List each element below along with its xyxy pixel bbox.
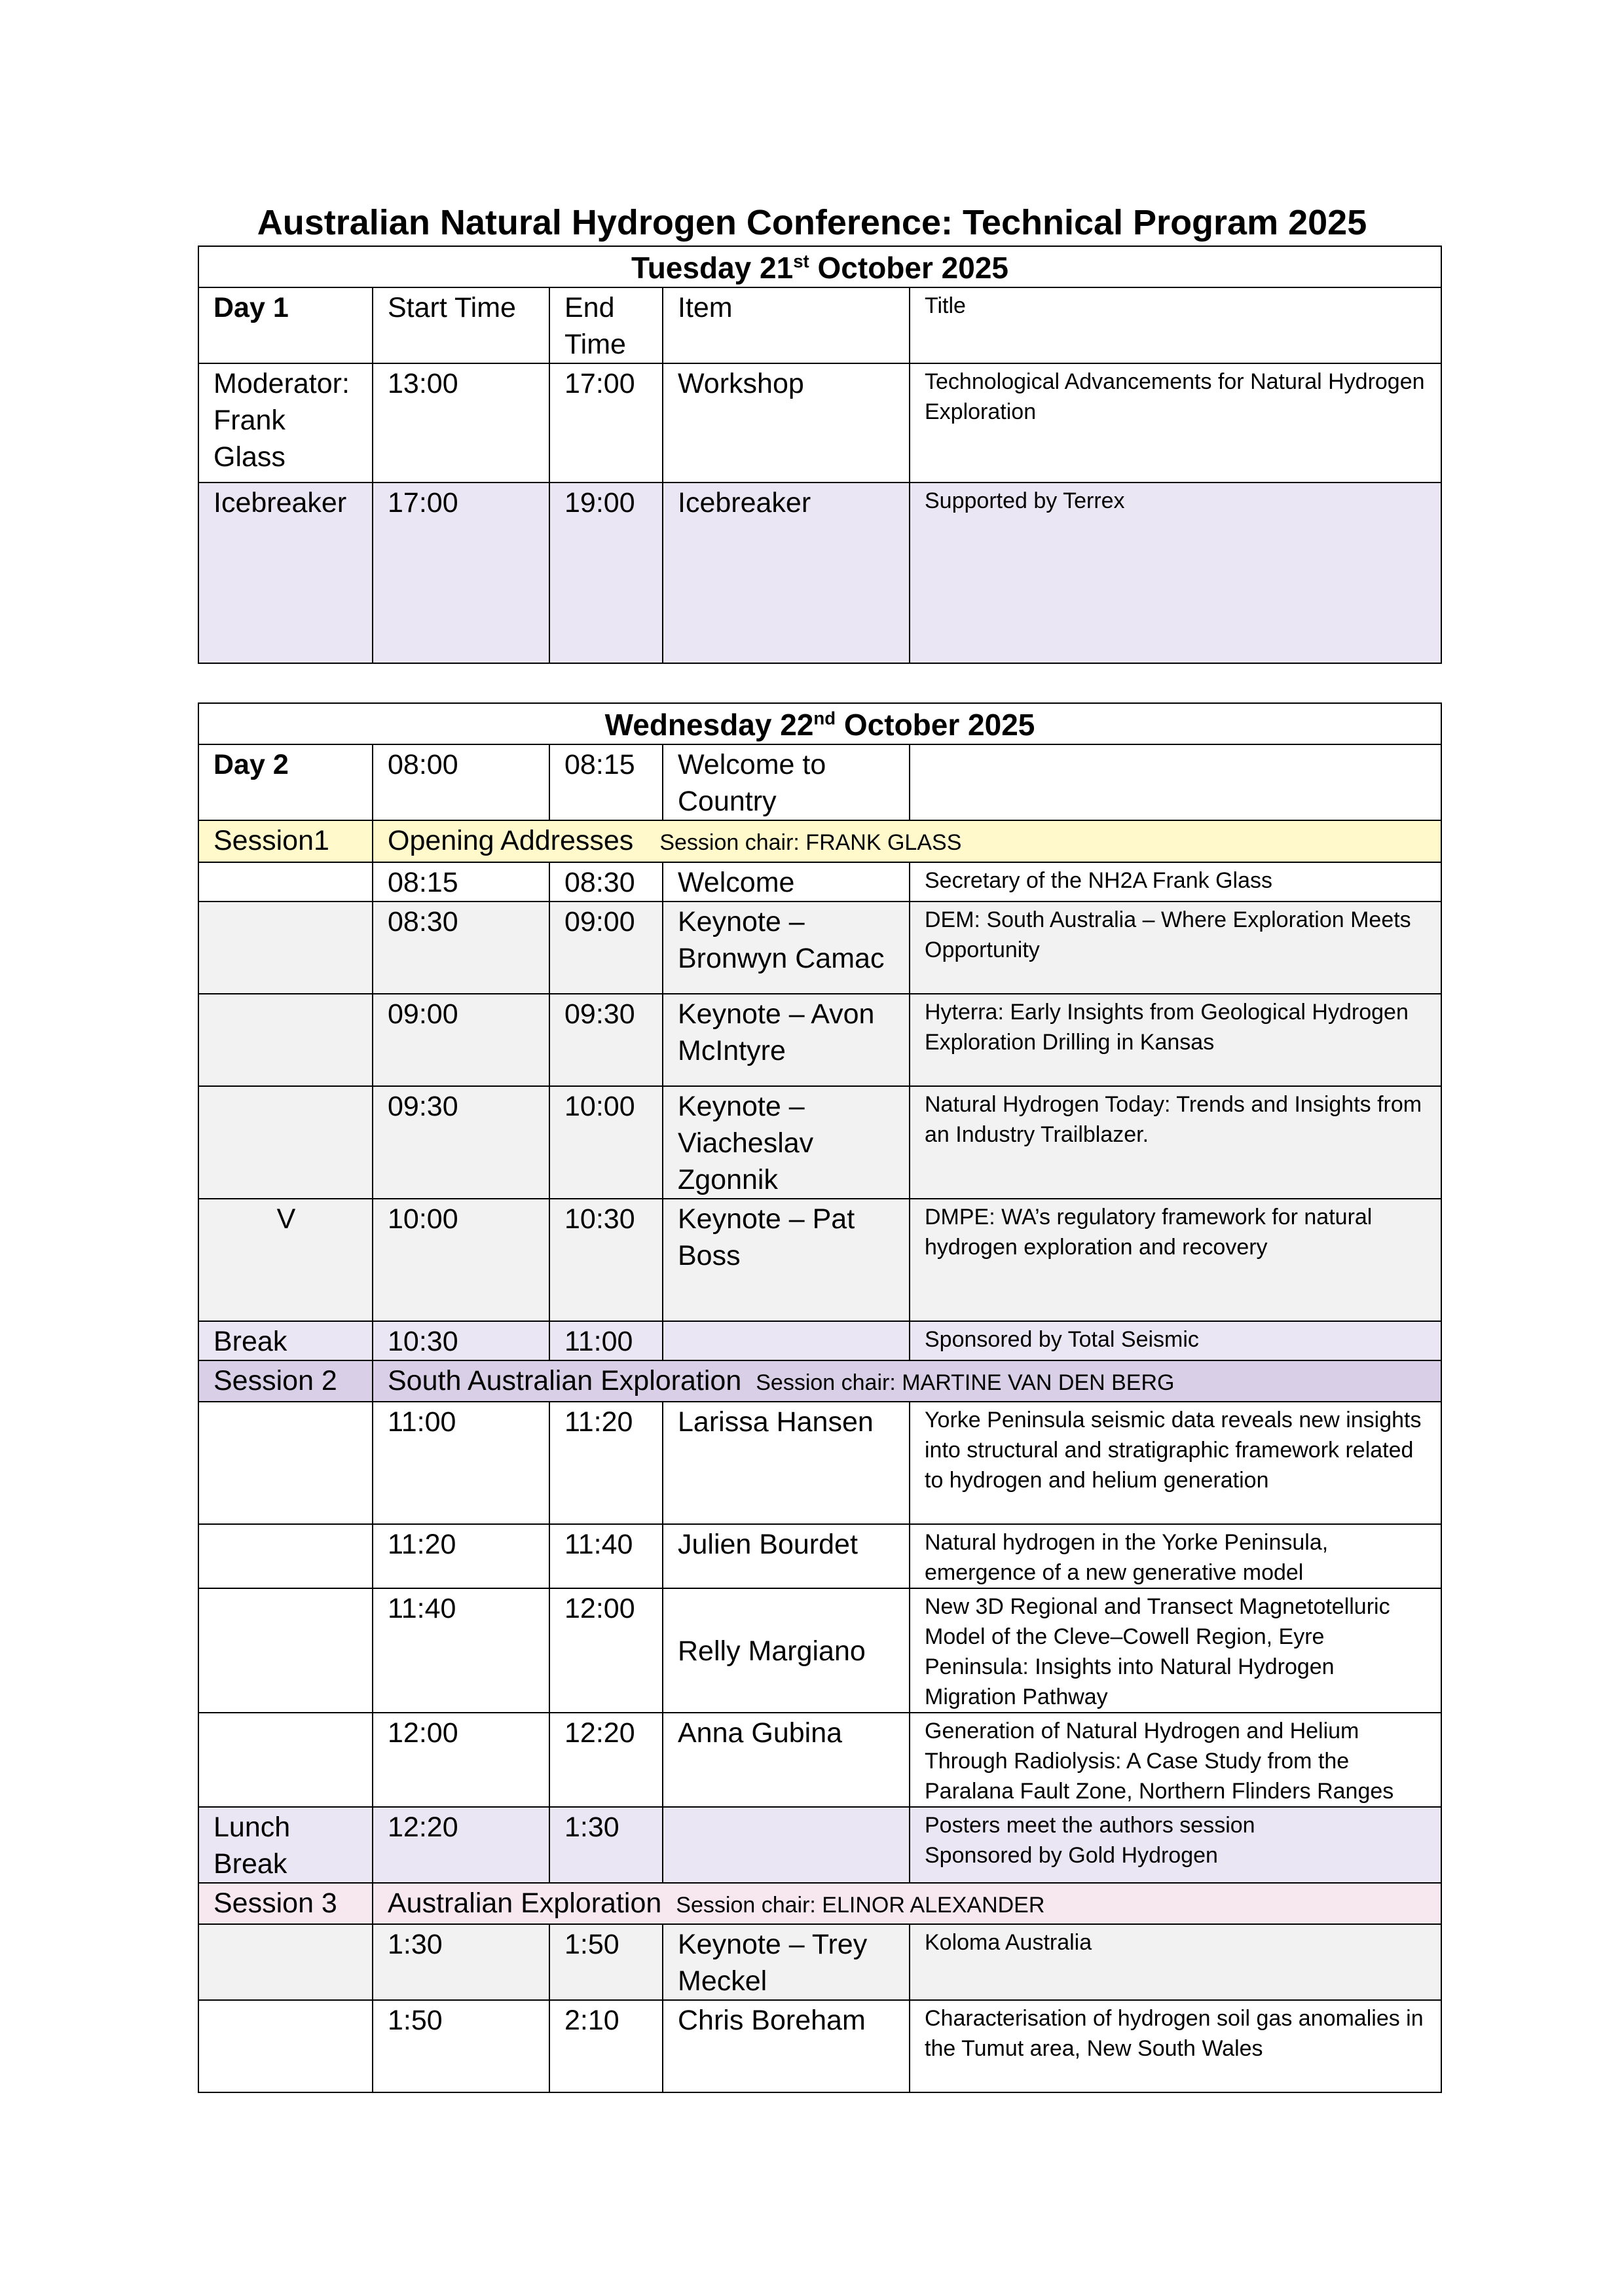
table-row <box>198 994 1441 1086</box>
title: Sponsored by Total Seismic <box>910 1321 1441 1360</box>
row-label <box>198 902 373 994</box>
day2-date-header: Wednesday 22nd October 2025 <box>198 703 1441 744</box>
table-row <box>198 902 1441 994</box>
table-row <box>198 744 1441 820</box>
title: Natural hydrogen in the Yorke Peninsula, emergence of a new generative model <box>910 1524 1441 1588</box>
session-label: Session1 <box>198 820 373 862</box>
end-time: 12:00 <box>549 1588 663 1713</box>
session-row <box>198 1883 1441 1924</box>
end-time: 10:30 <box>549 1199 663 1321</box>
table-row <box>198 483 1441 663</box>
item: Keynote – Avon McIntyre <box>663 994 910 1086</box>
end-time: 10:00 <box>549 1086 663 1199</box>
item: Chris Boreham <box>663 2000 910 2092</box>
title-line: Sponsored by Gold Hydrogen <box>925 1843 1218 1868</box>
session-name: Australian Exploration <box>388 1887 662 1919</box>
title: Supported by Terrex <box>910 483 1441 663</box>
end-time: 17:00 <box>549 363 663 483</box>
row-label <box>198 1924 373 2000</box>
session-chair: Session chair: ELINOR ALEXANDER <box>676 1893 1045 1918</box>
item: Workshop <box>663 363 910 483</box>
session-chair: Session chair: FRANK GLASS <box>659 830 962 855</box>
title: DMPE: WA’s regulatory framework for natural hydrogen exploration and recovery <box>910 1199 1441 1321</box>
table-row <box>198 1713 1441 1807</box>
start-time: 09:30 <box>373 1086 549 1199</box>
start-time: 09:00 <box>373 994 549 1086</box>
title <box>910 1807 1441 1883</box>
start-time: 11:00 <box>373 1402 549 1524</box>
start-time: 12:00 <box>373 1713 549 1807</box>
item: Welcome <box>663 862 910 902</box>
title: DEM: South Australia – Where Exploration Meets Opportunity <box>910 902 1441 994</box>
start-time: 08:00 <box>373 744 549 820</box>
title <box>910 744 1441 820</box>
break-row <box>198 1321 1441 1360</box>
day1-label: Day 1 <box>198 287 373 363</box>
row-label <box>198 1588 373 1713</box>
end-time: 11:00 <box>549 1321 663 1360</box>
table-row <box>198 862 1441 902</box>
row-label <box>198 862 373 902</box>
title: Koloma Australia <box>910 1924 1441 2000</box>
title: Characterisation of hydrogen soil gas anomalies in the Tumut area, New South Wales <box>910 2000 1441 2092</box>
end-time: 12:20 <box>549 1713 663 1807</box>
row-label <box>198 994 373 1086</box>
end-time: 08:30 <box>549 862 663 902</box>
start-time: 13:00 <box>373 363 549 483</box>
row-label <box>198 2000 373 2092</box>
item: Icebreaker <box>663 483 910 663</box>
item: Julien Bourdet <box>663 1524 910 1588</box>
item: Anna Gubina <box>663 1713 910 1807</box>
day1-schedule-table <box>198 246 1442 664</box>
title: Hyterra: Early Insights from Geological Hydrogen Exploration Drilling in Kansas <box>910 994 1441 1086</box>
start-time-header: Start Time <box>373 287 549 363</box>
row-label: Icebreaker <box>198 483 373 663</box>
end-time-header: End Time <box>549 287 663 363</box>
row-label <box>198 1713 373 1807</box>
start-time: 1:30 <box>373 1924 549 2000</box>
start-time: 10:30 <box>373 1321 549 1360</box>
row-label <box>198 1086 373 1199</box>
session-title-cell <box>373 820 1441 862</box>
title: Technological Advancements for Natural Hydrogen Exploration <box>910 363 1441 483</box>
start-time: 11:20 <box>373 1524 549 1588</box>
session-title-cell <box>373 1360 1441 1402</box>
row-label <box>198 1524 373 1588</box>
session-chair: Session chair: MARTINE VAN DEN BERG <box>756 1370 1175 1395</box>
table-row <box>198 1199 1441 1321</box>
row-label: V <box>198 1199 373 1321</box>
table-row <box>198 2000 1441 2092</box>
row-label <box>198 1402 373 1524</box>
session-row <box>198 1360 1441 1402</box>
title-header: Title <box>910 287 1441 363</box>
title: New 3D Regional and Transect Magnetotelluric Model of the Cleve–Cowell Region, Eyre Peninsula: Insights into Natural Hydrogen Migration Pathway <box>910 1588 1441 1713</box>
end-time: 11:40 <box>549 1524 663 1588</box>
day1-column-header-row <box>198 287 1441 363</box>
item <box>663 1807 910 1883</box>
item-header: Item <box>663 287 910 363</box>
session-label: Session 2 <box>198 1360 373 1402</box>
session-row <box>198 820 1441 862</box>
table-row <box>198 1924 1441 2000</box>
row-label: Lunch Break <box>198 1807 373 1883</box>
start-time: 10:00 <box>373 1199 549 1321</box>
item: Keynote – Trey Meckel <box>663 1924 910 2000</box>
session-name: Opening Addresses <box>388 825 634 856</box>
end-time: 19:00 <box>549 483 663 663</box>
start-time: 1:50 <box>373 2000 549 2092</box>
item: Keynote – Bronwyn Camac <box>663 902 910 994</box>
table-row <box>198 1588 1441 1713</box>
title: Generation of Natural Hydrogen and Helium Through Radiolysis: A Case Study from the Paralana Fault Zone, Northern Flinders Ranges <box>910 1713 1441 1807</box>
day1-date-header: Tuesday 21st October 2025 <box>198 246 1441 287</box>
start-time: 12:20 <box>373 1807 549 1883</box>
item: Keynote – Viacheslav Zgonnik <box>663 1086 910 1199</box>
start-time: 11:40 <box>373 1588 549 1713</box>
end-time: 09:30 <box>549 994 663 1086</box>
table-row <box>198 1086 1441 1199</box>
end-time: 1:30 <box>549 1807 663 1883</box>
table-row <box>198 363 1441 483</box>
end-time: 09:00 <box>549 902 663 994</box>
end-time: 11:20 <box>549 1402 663 1524</box>
end-time: 1:50 <box>549 1924 663 2000</box>
day2-label: Day 2 <box>198 744 373 820</box>
lunch-row <box>198 1807 1441 1883</box>
title: Yorke Peninsula seismic data reveals new insights into structural and stratigraphic framework related to hydrogen and helium generation <box>910 1402 1441 1524</box>
session-title-cell <box>373 1883 1441 1924</box>
start-time: 08:30 <box>373 902 549 994</box>
title: Natural Hydrogen Today: Trends and Insights from an Industry Trailblazer. <box>910 1086 1441 1199</box>
table-row <box>198 1524 1441 1588</box>
day2-schedule-table <box>198 702 1442 2093</box>
end-time: 2:10 <box>549 2000 663 2092</box>
session-label: Session 3 <box>198 1883 373 1924</box>
start-time: 08:15 <box>373 862 549 902</box>
item: Larissa Hansen <box>663 1402 910 1524</box>
row-label: Moderator: Frank Glass <box>198 363 373 483</box>
item: Relly Margiano <box>663 1588 910 1713</box>
session-name: South Australian Exploration <box>388 1365 742 1396</box>
item <box>663 1321 910 1360</box>
title-line: Posters meet the authors session <box>925 1813 1255 1838</box>
start-time: 17:00 <box>373 483 549 663</box>
row-label: Break <box>198 1321 373 1360</box>
item: Keynote – Pat Boss <box>663 1199 910 1321</box>
item: Welcome to Country <box>663 744 910 820</box>
page-title: Australian Natural Hydrogen Conference: Technical Program 2025 <box>257 203 1367 242</box>
end-time: 08:15 <box>549 744 663 820</box>
title: Secretary of the NH2A Frank Glass <box>910 862 1441 902</box>
table-row <box>198 1402 1441 1524</box>
